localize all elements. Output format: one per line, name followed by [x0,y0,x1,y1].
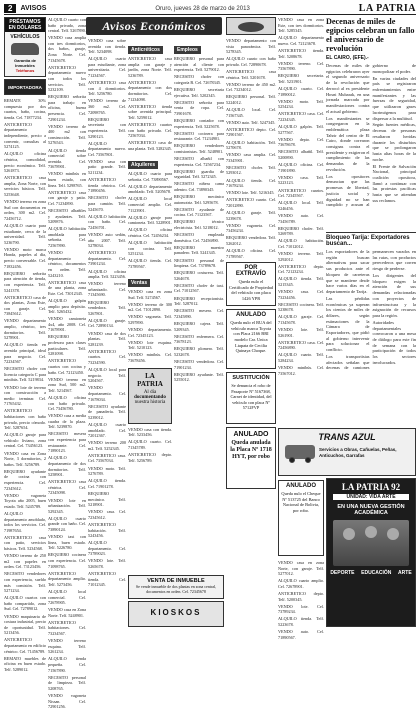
importadora-title: IMPORTADORA [8,85,42,90]
loan-ad-line: Garantía de Inmuebles [13,58,36,68]
category-heading: Anticréticos [128,46,163,54]
extravio-body: Queda nulo el Certificado de Propiedad del vehículo con placa 1426 YPR [229,279,273,302]
anulado-placa-title: ANULADO [233,431,269,439]
page-header [4,3,416,15]
bus-wheel-icon [305,457,311,463]
column-7: VENDO casa en zona Este, con tres dormitorios. Telf. 5285345. ALQUILO departamento nuevo. Cel. 72123678. ANTICRETICO tienda. Telf. 5208678. VENDO terreno. Cel. 73567890. REQUIERO secretaria. Telf. 5231901. ALQUILO cuarto. Cel. 71890012. VENDO moto. Telf. 5254234. ANTICRETICO casa. Cel. 72234345. ALQUILO galpón. Telf. 5277567. VENDO depto. Cel. 73678678. NECESITO albañil. Telf. 5200890. ALQUILO oficina. Cel. 71901890. VENDO casa. Telf. 5223123. ANTICRETICO cuartos. Cel. 72345567. ALQUILO local. Telf. 5246456. VENDO auto. Cel. 73456789. REQUIERO chofer. Telf. 5269789. ALQUILO habitación. Cel. 71012012. VENDO terreno. Telf. 5292012. ANTICRETICO depto. Cel. 72123234. ALQUILO tienda. Telf. 5215345. VENDO casa. Cel. 73234456. NECESITO cocinera. Telf. 5238678. ALQUILO garaje. Cel. 71345678. VENDO lote. Telf. 5261901. ANTICRETICO casa. Cel. 72456890. ALQUILO cuarto. Telf. 5284234. VENDO minibús. Cel. 73567012. [278,17,324,376]
news-headline: Decenas de miles de egipcios celebran un fallo el aniversario de revolución [326,17,415,53]
logo-icon [238,22,264,32]
column-2: ALQUILO cuarto con baño privado, zona central. Telf. 5267890. VENDO casa amplia con tres dormitorios, dos baños, garaje, Zona Norte. Cel. 71345678. ANTICRETICO departamento nuevo con todos los servicios. Telf. 5232109. REQUIERO señorita para trabajo en oficina, buena presencia. Cel. 72901234. VENDO terreno de 400 m2 con construcción. Telf. 5276543. ALQUILO tienda comercial sobre avenida. Cel. 73678901. VENDO minibús en buen estado, con línea. Telf. 5298765. ANTICRETICO casa con garaje y patio. Cel. 71234890. NECESITO albañiles y ayudantes. Telf. 5209876. ALQUILO habitación amoblada para señorita. Cel. 72567890. VENDO departamento céntrico, documentos en orden. Telf. 5243210. ANTICRETICO casa de una planta, zona Este. Cel. 73012345. ALQUILO galpón amplio para depósito. Telf. 5265432. VENDO camioneta 4x4, año 2008. Cel. 71678901. REQUIERO profesora para clases particulares. Telf. 5281098. ANTICRETICO cuartos con cocina y baño. Cel. 72123450. VENDO terreno en zona Sud, 500 m2. Telf. 5214567. ALQUILO oficina con baño privado. Cel. 73456780. VENDO casa a media cuadra de la plaza. Telf. 5239870. NECESITO mesera con experiencia para restaurante. Cel. 71890123. ALQUILO departamento de dos dormitorios. Telf. 5258901. ANTICRETICO casa céntrica. Cel. 72345098. VENDO lote en urbanización. Telf. 5292345. ALQUILO cuarto grande con baño. Cel. 73890124. VENDO taxi con línea, buen estado. Telf. 5226780. REQUIERO cocinera con experiencia. Cel. 71098765. ANTICRETICO departamento amplio. Telf. 5273456. ALQUILO local comercial. Cel. 72678905. VENDO casa en Zona Norte. Telf. 5248901. ANTICRETICO habitaciones. Cel. 73234567. VENDO terreno esquina. Telf. 5261234. ALQUILO tienda pequeña. Cel. 71567890. NECESITO personal de limpieza. Telf. 5208765. VENDO vagoneta Nissan. Cel. 72901256. [48,17,86,710]
news-byline: EL CAIRO, (EFE).- [326,55,369,61]
extravio-notice [226,262,276,306]
importadora-ad [4,79,46,95]
news-article-2: Bloqueo Tarija: Exportadores buscan... Los exportadores de la región buscan alternativas para sacar sus productos ante el bloqueo de carreteras que se mantiene desde hace varios días en el departamento de Tarija. Las pérdidas económicas ya superan los cientos de miles de dólares, según estimaciones de la Cámara de Exportadores, que pidió al gobierno intervenir para solucionar el conflicto. Los transportistas afectados señalan que decenas de camiones permanecen varados en las rutas, con productos perecederos que corren riesgo de perderse. Los dirigentes del bloqueo exigen la atención de sus demandas relacionadas con proyectos de infraestructura y la asignación de recursos para la región. Autoridades departamentales convocaron a una mesa de diálogo para este fin de semana con la participación de todos los sectores involucrados. [326,230,416,425]
column-6: VENDO departamento con vista panorámica. Telf. 5278345. ALQUILO cuarto con baño privado. Cel. 72890678. ANTICRETICO casa céntrica. Telf. 5201678. VENDO terreno de 450 m2. Cel. 73234012. REQUIERO personal. Telf. 5224012. ALQUILO local. Cel. 71567345. VENDO auto. Telf. 5247345. ANTICRETICO depto. Cel. 72901567. ALQUILO habitación. Telf. 5270678. VENDO casa amplia. Cel. 73345901. NECESITO chofer. Telf. 5293012. ALQUILO tienda. Cel. 71678234. VENDO lote. Telf. 5216345. ANTICRETICO cuarto. Cel. 72012890. ALQUILO garaje. Telf. 5239678. VENDO vagoneta. Cel. 73456234. REQUIERO vendedora. Telf. 5262012. ALQUILO oficina. Cel. 71789567. POR EXTRAVÍO Queda nulo el Certificado de Propiedad del vehículo con placa 1426 YPR ANULADO Queda nulo el RUA del vehículo marca Toyota con Placa 2166 BRI modelo Car. Unica Ltapata de Cecilia Quinaya Choque. SUSTITUCIÓN Se denuncia el robo de Pasaporte Nº 5167368, Carnet de identidad, del vehículo con placa Nº 5712FVP ANULADO Queda anulada la Placa Nº 1718 HYT, por robo [226,17,276,627]
nueva-gestion-line: EN UNA NUEVA GESTIÓN ACADÉMICA [337,504,405,516]
category-heading: Ventas [128,279,150,287]
sustitucion-notice [226,372,276,424]
extravio-title: POR EXTRAVÍO [235,265,267,278]
section-label: AVISOS [20,5,47,12]
lapatria-notice [128,368,172,424]
anulado-rua-notice [226,309,276,369]
top-right-ad [226,17,276,35]
kioskos-title: KIOSKOS [150,608,202,617]
anulado-cheque-body: Queda nulo el Cheque Nº 513725 del Banco Nacional de Bolivia, por robo. [281,491,321,513]
column-5: Empleos REQUIERO personal para atención al cliente con experiencia. Telf. 5279012. NECESITO chofer con categoría B. Cel. 72678345. REQUIERO secretaria ejecutiva. Telf. 5202345. NECESITO señorita para venta de ropa. Cel. 73901678. REQUIERO contador con experiencia. Telf. 5225678. NECESITO cocinera para restaurante. Cel. 71234901. REQUIERO vendedores comisionistas. Telf. 5248901. NECESITO albañil con experiencia. Cel. 72567234. REQUIERO guardia de seguridad. Telf. 5272345. NECESITO niñera cama adentro. Cel. 73890345. REQUIERO mecánico automotriz. Telf. 5295678. NECESITO ayudante de cocina. Cel. 71123567. REQUIERO técnico electricista. Telf. 5218012. NECESITO empleada doméstica. Cel. 72456890. REQUIERO maestro panadero. Telf. 5241345. NECESITO personal de limpieza. Cel. 73789678. REQUIERO costurera. Telf. 5264678. NECESITO chofer de taxi. Cel. 71012567. REQUIERO recepcionista. Telf. 5287012. NECESITO mesero. Cel. 72345890. REQUIERO cajera. Telf. 5209345. NECESITO enfermera. Cel. 73678123. REQUIERO plomero. Telf. 5232678. NECESITO vendedora. Cel. 71901234. REQUIERO ayudante. Telf. 5255012. [174,47,224,383]
trans-azul-ad [278,428,416,476]
venta-inmueble-notice: VENTA DE INMUEBLE Se vende inmueble de dos plantas en zona central, documentos en orden. Cel. 72345678 [128,575,224,599]
trans-azul-title: TRANS AZUL [318,432,376,442]
students-image [333,520,409,566]
sustitucion-title: SUSTITUCIÓN [232,375,270,382]
news-subhead: Bloqueo Tarija: Exportadores buscan... [326,232,416,247]
category-heading: Empleos [174,46,201,54]
news-article: Decenas de miles de egipcios celebran un fallo el aniversario de revolución EL CAIRO, (EFE).- Decenas de miles de egipcios celebraron ayer el segundo aniversario de la revolución que derrocó al ex presidente Hosni Mubarak, en una jornada marcada por manifestaciones contra el actual gobierno. Los manifestantes se congregaron en la emblemática plaza Tahrir del centro de El Cairo, donde corearon consignas contra el presidente y exigieron el cumplimiento de las demandas de la revolución. Los opositores denuncian que las promesas de libertad, justicia social y dignidad no se han cumplido y acusan al gobierno de monopolizar el poder. En varias ciudades del país se registraron enfrentamientos entre manifestantes y las fuerzas de seguridad, que utilizaron gases lacrimógenos para dispersar a la multitud. Según fuentes médicas, decenas de personas resultaron heridas durante los disturbios que se prolongaron hasta altas horas de la noche. El Frente de Salvación Nacional, principal coalición opositora, llamó a continuar con las protestas pacíficas hasta que se atiendan sus reclamos. [326,17,416,208]
column-4: Anticréticos ANTICRETICO casa amplia con garaje y jardín, zona Norte. Telf. 5236789. ANTICRETICO departamento con dos dormitorios. Cel. 71234098. ANTICRETICO tienda sobre avenida principal. Telf. 5259012. ANTICRETICO cuartos con baño privado. Cel. 72567034. ANTICRETICO casa de una planta. Telf. 5282345. Alquileres ALQUILO cuarto para señorita. Cel. 73890567. ALQUILO departamento amoblado. Telf. 5205678. ALQUILO local comercial amplio. Cel. 71123901. ALQUILO garaje para camioneta. Telf. 5228901. ALQUILO oficina céntrica. Cel. 72456234. ALQUILO habitación con cocina. Telf. 5251234. ALQUILO tienda. Cel. 73789567. Ventas VENDO casa en zona Sud. Telf. 5274567. VENDO terreno de 300 m2. Cel. 71012890. VENDO vagoneta. Telf. 5297890. VENDO departamento. Cel. 72345123. VENDO lote esquina. Telf. 5210123. VENDO minibús. Cel. 73678456. LA PATRIA Al día documentando nuestra historia VENDO casa con tienda. Telf. 5233456. ALQUILO cuarto. Cel. 71345789. ANTICRETICO depto. Telf. 5256789. [128,47,172,463]
venta-inmueble-title: VENTA DE INMUEBLE [147,578,205,584]
column-1: PRÉSTAMOS EN DÓLARES VEHÍCULOS Garantía de Inmuebles Teléfonos IMPORTADORA REMATE 30% compuesta por dos cuartos, baño, cocina, tienda. Cel. 71877234. ANTICRETICO departamento independiente, precio a convenir, consultas al 5274125. ALQUILO oficina céntrica, comodidad, precio económico. Telf. 5261873. ANTICRETICO casa amplia, Zona Norte, con servicios básicos. Telf. 5253648. VENDO terreno en zona Sud con documentos en orden, 300 m2. Cel. 72456712. ALQUILO cuarto para estudiante, cerca de la universidad. Telf. 5236790. VENDO moto marca Honda, papeles al día, precio conversable. Cel. 71832456. REQUIERO señorita para atención de tienda, con experiencia. Telf. 5241378. ANTICRETICO casa de dos plantas, Zona Este, con garaje. Cel. 73845612. VENDO departamento amplio, céntrico, tres dormitorios. Telf. 5278901. ALQUILO tienda en avenida principal, ideal para negocio. Cel. 72234567. NECESITO chofer con licencia categoría C para minibús. Telf. 5219834. VENDO lote de terreno con construcción a medio terminar. Cel. 71765432. ANTICRETICO habitaciones con baño privado, precio cómodo. Telf. 5287654. ALQUILO garaje para vehículo liviano, zona central. Cel. 73456123. VENDO casa en Zona Norte, 3 dormitorios, 2 baños. Telf. 5256789. REQUIERO ayudante de cocina con experiencia. Cel. 72345612. VENDO vagoneta Toyota año 2005, buen estado. Telf. 5245789. ALQUILO departamento amoblado, todos los servicios. Cel. 71987654. ANTICRETICO casa con patio, servicios básicos. Telf. 5234568. VENDO terreno de 250 m2 con papeles en orden. Cel. 73123456. NECESITO vendedores con experiencia, sueldo más comisión. Telf. 5271234. ALQUILO cuartos con baño compartido, zona Sud. Cel. 72789012. VENDO maquinaria de costura industrial, precio de oportunidad. Telf. 5213456. ANTICRETICO departamento en edificio céntrico. Cel. 71456789. REMATO muebles de oficina en buen estado. Telf. 5289012. [4,19,46,672]
category-heading: Alquileres [128,161,158,169]
kioskos-ad [128,601,224,627]
anulado-cheque-notice [278,480,324,556]
lapatria-notice-line4: nuestra historia [134,399,166,405]
dateline: Oruro, jueves 28 de marzo de 2013 [155,5,250,12]
arte-label: ARTE [398,570,412,576]
lapatria-92-title: LA PATRIA 92 [341,482,401,492]
trans-azul-line: Servicios a Obras, Cañuelas, Peñas, Anticuchos, Garrafas [319,447,397,458]
car-icon [11,43,39,55]
anulado-placa-notice [226,427,276,489]
bus-wheel-icon [289,457,295,463]
deporte-label: DEPORTE [330,570,355,576]
column-3: VENDO casa sobre avenida con tienda. Telf. 5234098. ALQUILO cuarto para estudiante, zona universitaria. Cel. 71234567. ANTICRETICO casa con 4 dormitorios. Telf. 5256780. VENDO terreno de 360 m2. Cel. 72098765. REQUIERO secretaria con experiencia. Telf. 5290123. ALQUILO departamento nuevo. Cel. 73567801. VENDO casa con patio grande. Telf. 5211234. ANTICRETICO tienda céntrica. Cel. 71890456. NECESITO chofer para camión. Telf. 5245670. ALQUILO habitación con baño. Cel. 72456701. VENDO auto sedán, año 2007. Telf. 5278034. ANTICRETICO departamento. Cel. 73901234. ALQUILO oficina amplia. Telf. 5223456. VENDO terreno urbanizado. Cel. 71345690. REQUIERO vendedora. Telf. 5267801. ALQUILO garaje. Cel. 72890134. VENDO casa de dos plantas. Telf. 5281239. ANTICRETICO cuartos. Cel. 73234590. ALQUILO local para negocio. Telf. 5204567. VENDO departamento. Cel. 71678034. NECESITO ayudante de panadería. Telf. 5239012. ALQUILO cuarto amoblado. Cel. 72012367. VENDO terreno 200 m2. Telf. 5252345. ANTICRETICO casa. Cel. 73567034. VENDO moto. Telf. 5276789. ALQUILO tienda. Cel. 71901278. REQUIERO mecánico. Telf. 5218901. VENDO casa. Cel. 72345612. ANTICRETICO habitación. Telf. 5243456. ALQUILO departamento. Cel. 73789023. VENDO lote. Telf. 5265678. ANTICRETICO tienda. Cel. 71012345. [88,38,126,588]
lapatria-notice-line3: documentando [134,394,166,400]
anulado-rua-body: Queda nulo el RUA del vehículo marca Toyota con Placa 2166 BRI modelo Car. Unica Ltapata de Cecilia Quinaya Choque. [230,320,272,354]
masthead: LA PATRIA [358,3,416,14]
lapatria-notice-title: LA PATRIA [137,371,163,388]
loan-ad-subtitle: VEHÍCULOS [10,34,40,40]
sustitucion-body: Se denuncia el robo de Pasaporte Nº 5167368, Carnet de identidad, del vehículo con placa Nº 5712FVP [230,383,272,411]
column-7-bottom: VENDO casa en zona Norte, con garaje. Telf. 5277012. ALQUILO cuarto amplio. Cel. 72678901. ANTICRETICO depto. Telf. 5200345. VENDO lote. Cel. 73789234. ALQUILO tienda. Telf. 5223678. VENDO auto. Cel. 71890567. [278,560,324,640]
page-number: 2 [4,4,16,13]
lapatria-92-ad [326,478,416,627]
anulado-placa-body: Queda anulada la Placa Nº 1718 HYT, por robo [230,440,272,461]
anulado-rua-title: ANULADO [236,312,266,319]
anulado-cheque-title: ANULADO [286,483,316,489]
vida-arte-title: UNIDAD: VIDA ARTE [333,494,409,500]
educacion-label: EDUCACIÓN [361,570,392,576]
banner-title: Avisos Económicos [102,18,206,33]
loan-ad [4,17,46,77]
classified-banner [86,17,222,35]
loan-ad-title: PRÉSTAMOS EN DÓLARES [5,18,45,32]
lapatria-notice-line2: Al día [143,389,157,395]
loan-ad-footer: Teléfonos [15,68,35,73]
